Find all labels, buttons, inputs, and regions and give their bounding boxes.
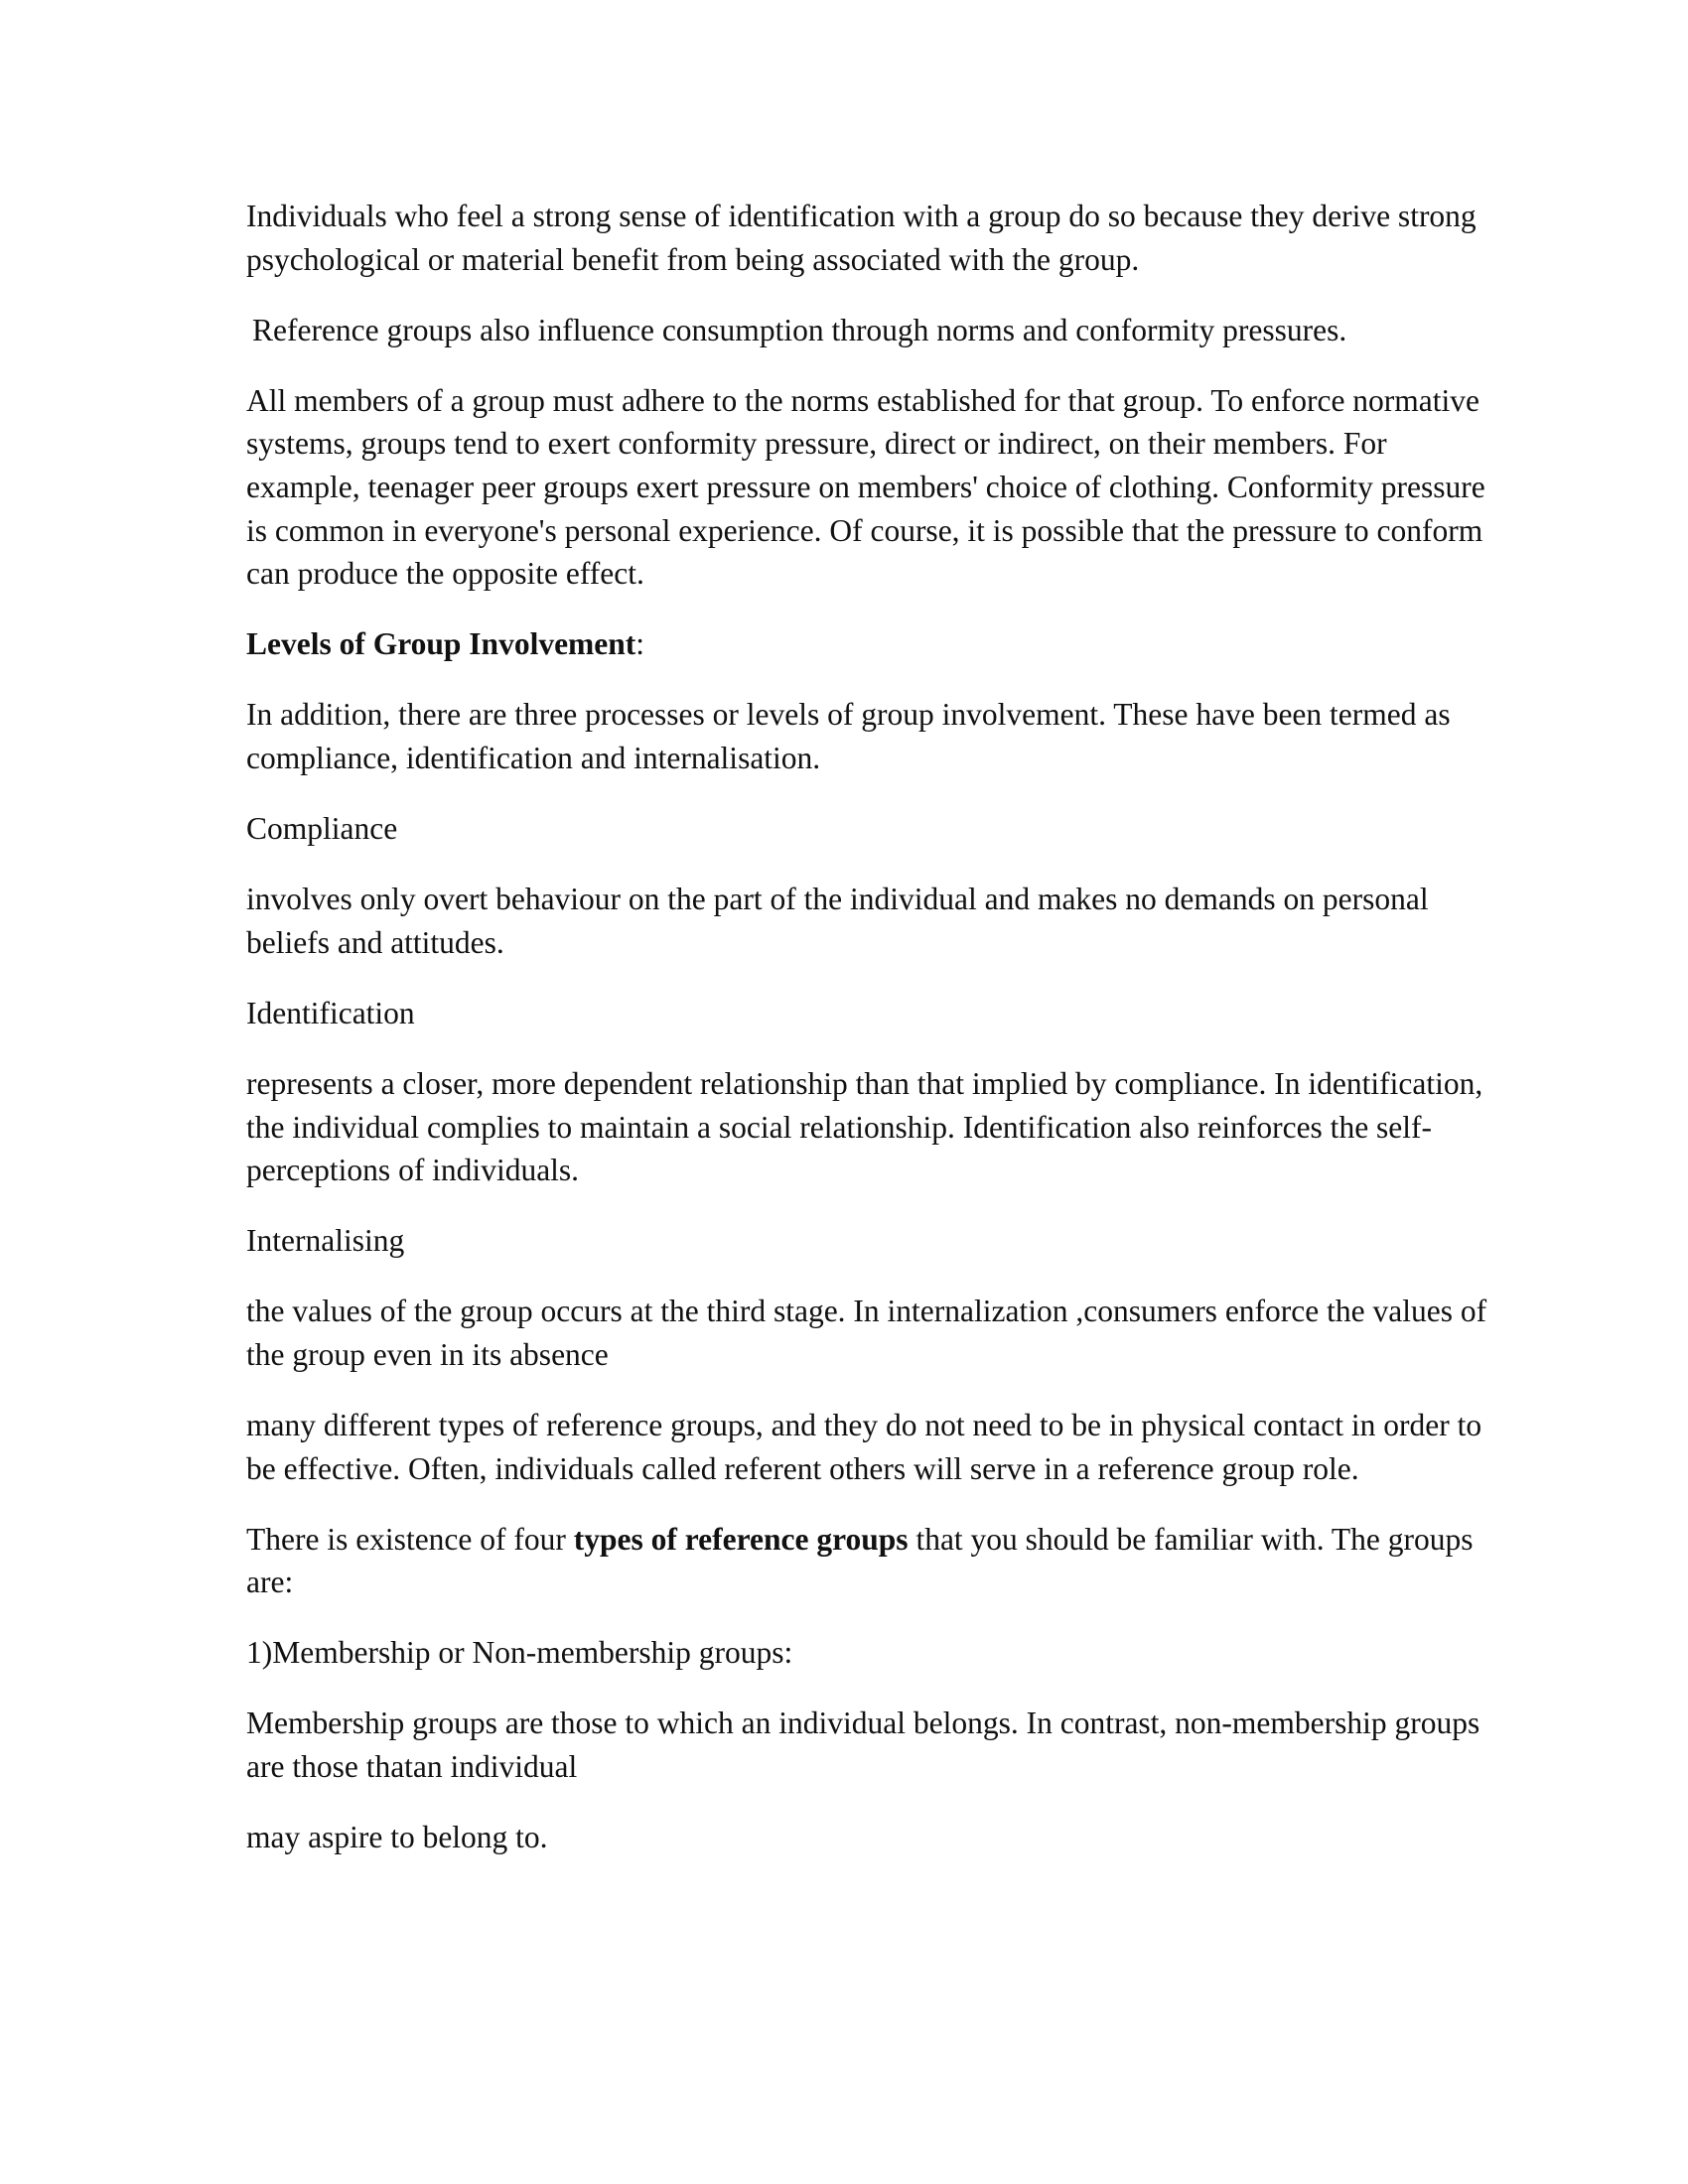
paragraph-types-of-groups: many different types of reference groups, and they do not need to be in physical contact in order to be effective. Often, individuals called referent others will serve in a reference group role. — [246, 1407, 1482, 1486]
paragraph-internalising: the values of the group occurs at the third stage. In internalization ,consumers enforce the values of the group even in its absence — [246, 1294, 1487, 1372]
section-heading-levels — [246, 622, 1497, 666]
paragraph-three-levels: In addition, there are three processes or levels of group involvement. These have been termed as compliance, identification and internalisation. — [246, 697, 1451, 775]
heading-text: Levels of Group Involvement — [246, 626, 636, 662]
list-item-membership: 1)Membership or Non-membership groups: — [246, 1635, 793, 1671]
bold-phrase: types of reference groups — [573, 1521, 909, 1557]
heading-suffix: : — [635, 626, 645, 662]
paragraph-compliance: involves only overt behaviour on the part of the individual and makes no demands on personal beliefs and attitudes. — [246, 882, 1429, 960]
label-identification: Identification — [246, 995, 415, 1030]
document-body — [246, 195, 1497, 1886]
text-before: There is existence of four — [246, 1521, 574, 1557]
paragraph-membership-groups: Membership groups are those to which an individual belongs. In contrast, non-membership groups are those thatan individual — [246, 1706, 1480, 1785]
label-internalising: Internalising — [246, 1223, 405, 1259]
paragraph-group-identification: Individuals who feel a strong sense of identification with a group do so because they derive strong psychological or material benefit from being associated with the group. — [246, 199, 1477, 277]
paragraph-conformity-pressure: All members of a group must adhere to the norms established for that group. To enforce normative systems, groups tend to exert conformity pressure, direct or indirect, on their members. For example, teenager peer groups exert pressure on members' choice of clothing. Conformity pressure is common in everyone's personal experience. Of course, it is possible that the pressure to conform can produce the opposite effect. — [246, 382, 1485, 592]
paragraph-four-types — [246, 1518, 1497, 1604]
paragraph-reference-groups-norms: Reference groups also influence consumption through norms and conformity pressures. — [252, 312, 1347, 347]
label-compliance: Compliance — [246, 811, 398, 847]
paragraph-identification: represents a closer, more dependent relationship than that implied by compliance. In identification, the individual complies to maintain a social relationship. Identification also reinforces the self-perceptions of individuals. — [246, 1065, 1483, 1188]
text-after: that you should be familiar with. The groups are: — [246, 1521, 1474, 1600]
paragraph-aspire: may aspire to belong to. — [246, 1820, 548, 1855]
